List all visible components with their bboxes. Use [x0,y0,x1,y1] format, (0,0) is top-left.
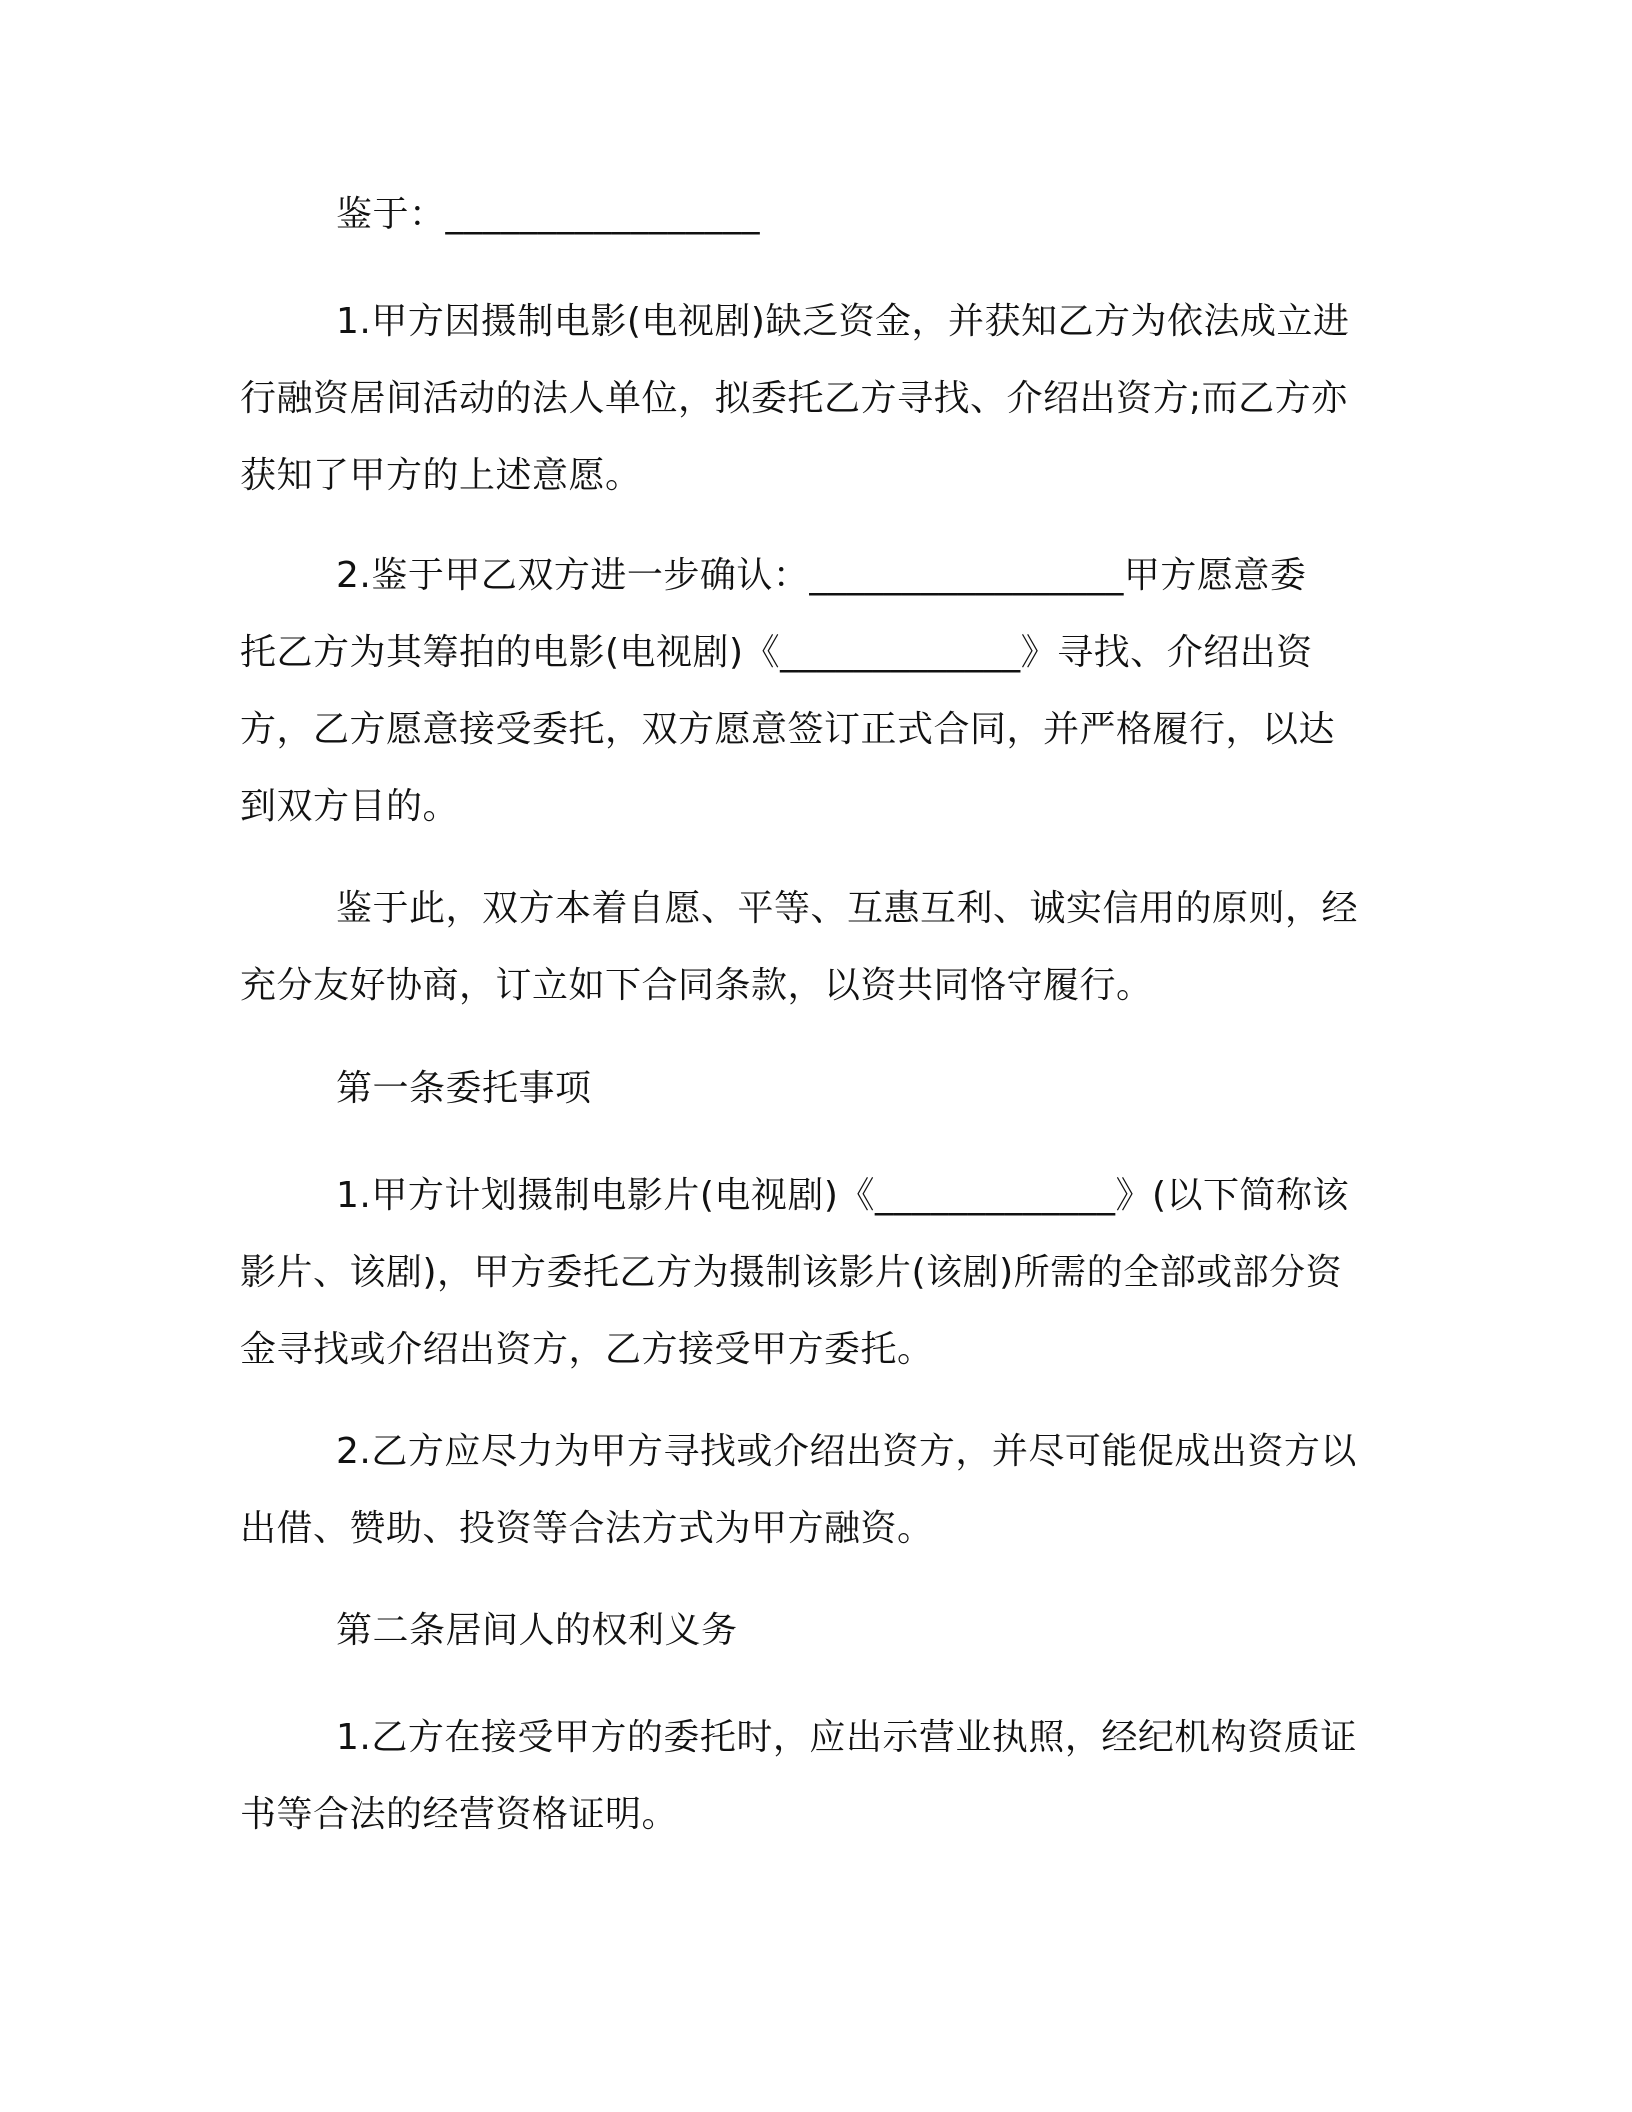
article-2-clause-1 [240,1699,1400,1853]
paragraph-line: 托乙方为其筹拍的电影(电视剧)《_____________》寻找、介绍出资 [240,632,1313,673]
paragraph-line: 行融资居间活动的法人单位，拟委托乙方寻找、介绍出资方;而乙方亦 [240,378,1348,419]
paragraph-line: 获知了甲方的上述意愿。 [240,455,642,496]
paragraph-line: 1.甲方因摄制电影(电视剧)缺乏资金，并获知乙方为依法成立进 [336,301,1350,342]
paragraph-line: 鉴于此，双方本着自愿、平等、互惠互利、诚实信用的原则，经 [336,888,1359,929]
paragraph-line: 出借、赞助、投资等合法方式为甲方融资。 [240,1508,934,1549]
intro-line: 鉴于：_________________ [336,194,761,235]
article-1-title: 第一条委托事项 [336,1068,592,1109]
paragraph-1 [240,283,1400,514]
paragraph-line: 方，乙方愿意接受委托，双方愿意签订正式合同，并严格履行，以达 [240,709,1336,750]
article-2-title: 第二条居间人的权利义务 [336,1610,738,1651]
paragraph-line: 充分友好协商，订立如下合同条款，以资共同恪守履行。 [240,965,1153,1006]
paragraph-line: 到双方目的。 [240,786,460,827]
paragraph-line: 金寻找或介绍出资方，乙方接受甲方委托。 [240,1329,934,1370]
paragraph-line: 2.鉴于甲乙双方进一步确认：_________________甲方愿意委 [336,555,1307,596]
paragraph-line: 1.乙方在接受甲方的委托时，应出示营业执照，经纪机构资质证 [336,1717,1357,1758]
paragraph-3 [240,870,1400,1024]
paragraph-line: 影片、该剧)，甲方委托乙方为摄制该影片(该剧)所需的全部或部分资 [240,1252,1343,1293]
paragraph-line: 2.乙方应尽力为甲方寻找或介绍出资方，并尽可能促成出资方以 [336,1431,1357,1472]
article-1-clause-1 [240,1157,1400,1388]
paragraph-line: 1.甲方计划摄制电影片(电视剧)《_____________》(以下简称该 [336,1175,1349,1216]
paragraph-line: 书等合法的经营资格证明。 [240,1794,679,1835]
article-1-clause-2 [240,1413,1400,1567]
paragraph-2 [240,537,1400,845]
